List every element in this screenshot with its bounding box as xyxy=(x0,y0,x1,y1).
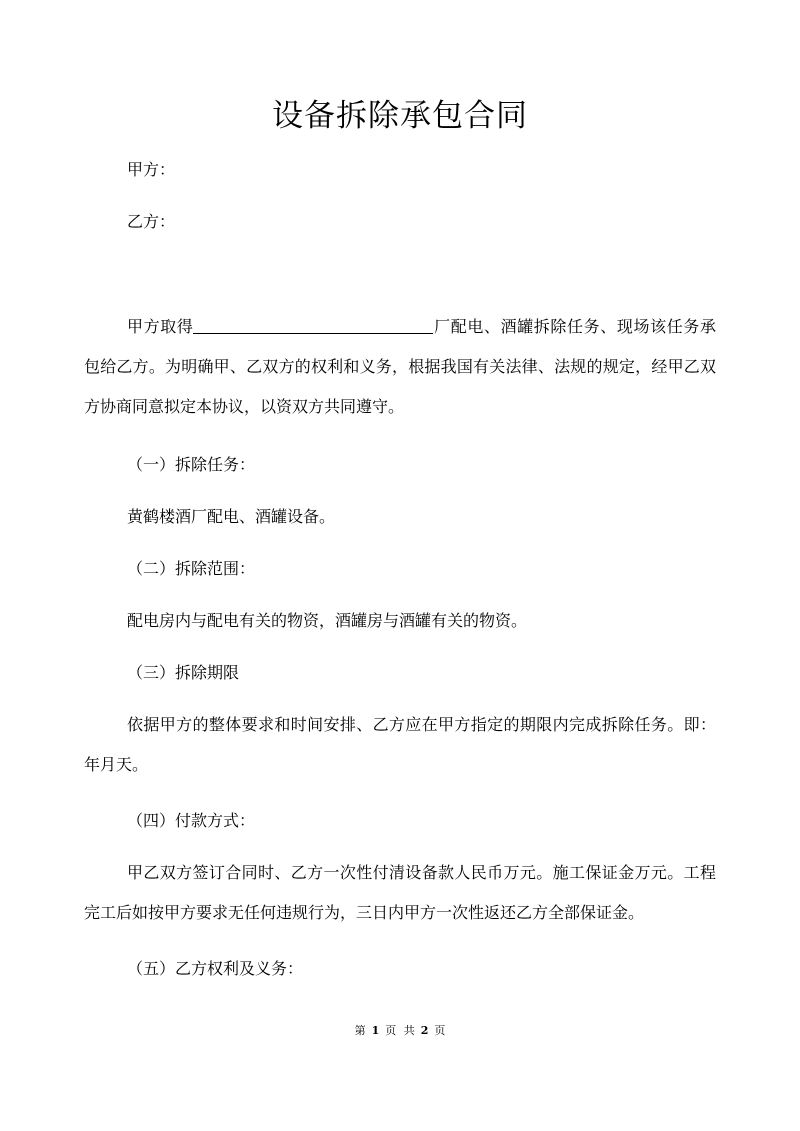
page-footer xyxy=(0,1024,800,1038)
section-heading: （一）拆除任务： xyxy=(127,455,256,474)
intro-paragraph xyxy=(84,307,716,427)
party-a-label: 甲方： xyxy=(127,160,176,179)
footer-total-pages: 2 xyxy=(420,1024,429,1037)
footer-page-prefix: 第 xyxy=(354,1024,366,1037)
section-heading: （二）拆除范围： xyxy=(127,559,256,578)
footer-page-word: 页 xyxy=(385,1024,397,1037)
footer-total-prefix: 共 xyxy=(403,1024,415,1037)
footer-current-page: 1 xyxy=(371,1024,380,1037)
section-body: 依据甲方的整体要求和时间安排、乙方应在甲方指定的期限内完成拆除任务。即：年月天。 xyxy=(84,715,716,774)
section-body: 配电房内与配电有关的物资，酒罐房与酒罐有关的物资。 xyxy=(127,611,528,630)
intro-suffix: 厂配电、酒罐拆除任务、现场该任务承包给乙方。为明确甲、乙双方的权利和义务，根据我国有关法律、法规的规定，经甲乙双方协商同意拟定本协议，以资双方共同遵守。 xyxy=(84,317,716,416)
party-b-label: 乙方： xyxy=(127,212,176,231)
footer-total-word: 页 xyxy=(434,1024,446,1037)
document-title: 设备拆除承包合同 xyxy=(272,98,528,134)
factory-name-blank[interactable] xyxy=(193,315,433,334)
section-body: 黄鹤楼酒厂配电、酒罐设备。 xyxy=(127,507,336,526)
section-heading: （五）乙方权利及义务： xyxy=(127,959,304,978)
section-body: 甲乙双方签订合同时、乙方一次性付清设备款人民币万元。施工保证金万元。工程完工后如按甲方要求无任何违规行为，三日内甲方一次性返还乙方全部保证金。 xyxy=(84,863,716,922)
section-heading: （三）拆除期限 xyxy=(127,663,240,682)
intro-prefix: 甲方取得 xyxy=(127,317,194,336)
section-heading: （四）付款方式： xyxy=(127,811,256,830)
